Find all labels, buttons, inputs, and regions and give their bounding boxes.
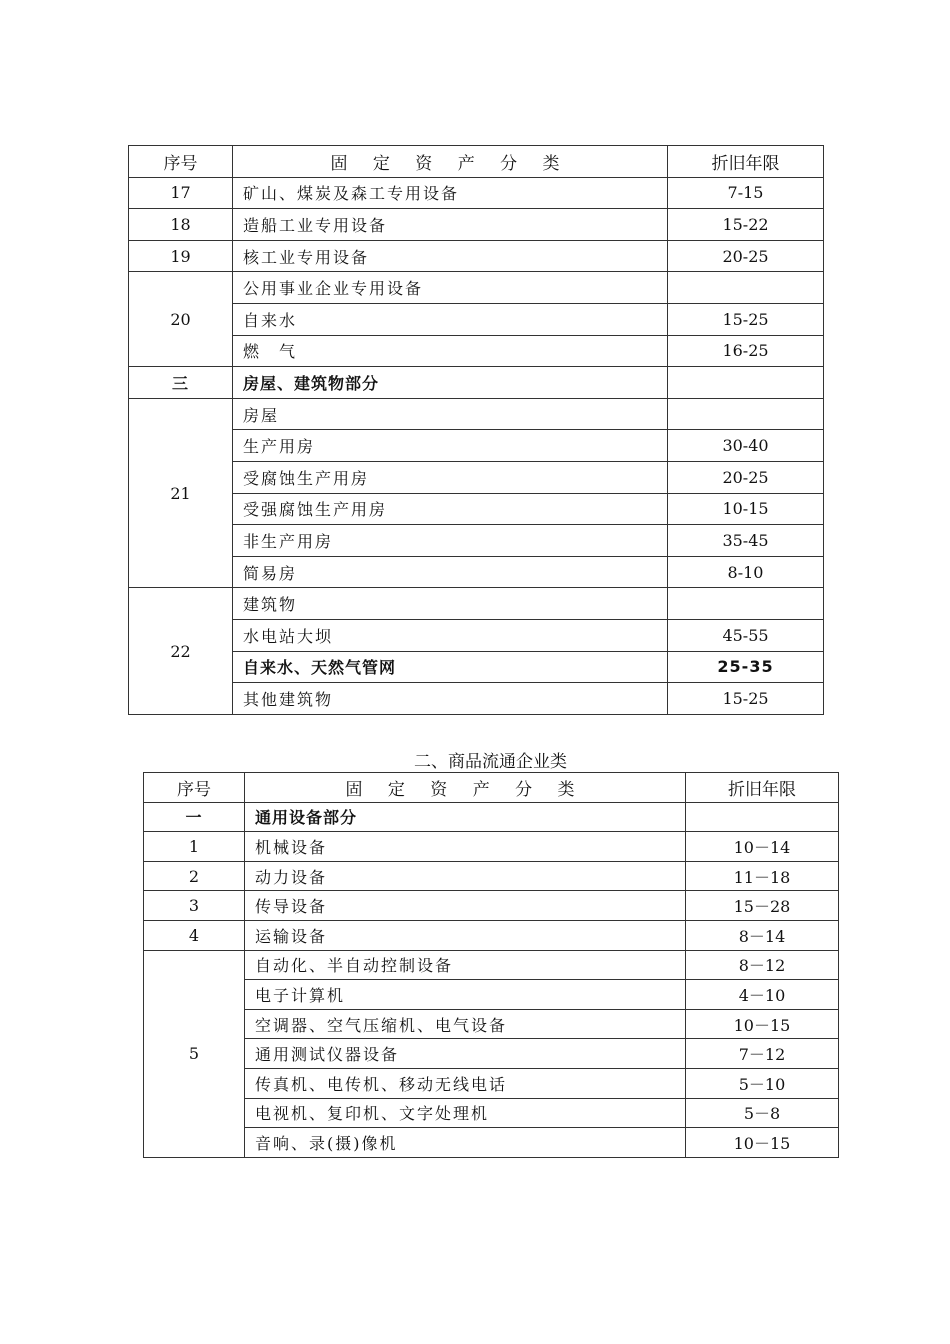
row-category: 简易房 [233, 556, 668, 588]
table-row [129, 556, 824, 588]
row-category: 电视机、复印机、文字处理机 [245, 1098, 686, 1128]
row-years: 5－10 [686, 1068, 839, 1098]
row-years: 11－18 [686, 861, 839, 891]
row-no: 18 [129, 209, 233, 241]
row-category: 空调器、空气压缩机、电气设备 [245, 1009, 686, 1039]
row-category: 通用测试仪器设备 [245, 1039, 686, 1069]
row-no: 22 [129, 588, 233, 714]
table-row [144, 920, 839, 950]
row-years [668, 272, 824, 304]
row-category: 生产用房 [233, 430, 668, 462]
table-row [144, 1039, 839, 1069]
row-no: 5 [144, 950, 245, 1157]
section-title: 房屋、建筑物部分 [233, 367, 668, 399]
table-row [129, 525, 824, 557]
section-no: 一 [144, 802, 245, 832]
table-row [129, 493, 824, 525]
header-category: 固 定 资 产 分 类 [245, 773, 686, 803]
table-row [129, 398, 824, 430]
row-years [668, 398, 824, 430]
header-years: 折旧年限 [668, 146, 824, 178]
row-category: 造船工业专用设备 [233, 209, 668, 241]
row-years [668, 367, 824, 399]
table-row [129, 430, 824, 462]
row-category: 公用事业企业专用设备 [233, 272, 668, 304]
table-row [129, 683, 824, 715]
row-years: 16-25 [668, 335, 824, 367]
row-years: 15-25 [668, 683, 824, 715]
row-years: 10－15 [686, 1009, 839, 1039]
row-category: 非生产用房 [233, 525, 668, 557]
row-category: 动力设备 [245, 861, 686, 891]
row-category: 受腐蚀生产用房 [233, 461, 668, 493]
row-category: 水电站大坝 [233, 619, 668, 651]
table-row [144, 832, 839, 862]
table-row [129, 461, 824, 493]
row-years [668, 588, 824, 620]
row-years: 10－15 [686, 1128, 839, 1158]
header-no: 序号 [144, 773, 245, 803]
table-row [129, 588, 824, 620]
row-years: 10-15 [668, 493, 824, 525]
row-category: 房屋 [233, 398, 668, 430]
row-category: 传导设备 [245, 891, 686, 921]
row-no: 1 [144, 832, 245, 862]
table-row [144, 1128, 839, 1158]
section-no: 三 [129, 367, 233, 399]
row-no: 21 [129, 398, 233, 588]
table-row [144, 861, 839, 891]
table-row [129, 209, 824, 241]
row-category: 建筑物 [233, 588, 668, 620]
row-category: 受强腐蚀生产用房 [233, 493, 668, 525]
table-row [129, 303, 824, 335]
section-title: 通用设备部分 [245, 802, 686, 832]
row-category: 自来水 [233, 303, 668, 335]
row-years: 15－28 [686, 891, 839, 921]
table-row [129, 177, 824, 209]
row-years: 8－12 [686, 950, 839, 980]
table-header-row [144, 773, 839, 803]
row-years: 15-22 [668, 209, 824, 241]
section-title: 二、商品流通企业类 [414, 752, 567, 772]
row-years: 7-15 [668, 177, 824, 209]
row-years: 8－14 [686, 920, 839, 950]
header-category: 固 定 资 产 分 类 [233, 146, 668, 178]
row-years: 20-25 [668, 240, 824, 272]
table-row [129, 240, 824, 272]
row-category: 运输设备 [245, 920, 686, 950]
table-header-row [129, 146, 824, 178]
row-years: 15-25 [668, 303, 824, 335]
row-years: 30-40 [668, 430, 824, 462]
table-row [129, 619, 824, 651]
row-no: 2 [144, 861, 245, 891]
row-category: 自动化、半自动控制设备 [245, 950, 686, 980]
table-section-row [144, 802, 839, 832]
row-years: 45-55 [668, 619, 824, 651]
row-years: 25-35 [668, 651, 824, 683]
row-no: 4 [144, 920, 245, 950]
table-row [144, 891, 839, 921]
table-row [129, 335, 824, 367]
row-years: 8-10 [668, 556, 824, 588]
row-years: 5－8 [686, 1098, 839, 1128]
depreciation-table-2 [143, 772, 839, 1158]
row-category: 音响、录(摄)像机 [245, 1128, 686, 1158]
row-no: 19 [129, 240, 233, 272]
row-category: 其他建筑物 [233, 683, 668, 715]
table-row [144, 1009, 839, 1039]
header-years: 折旧年限 [686, 773, 839, 803]
row-category: 电子计算机 [245, 980, 686, 1010]
depreciation-table-1 [128, 145, 824, 715]
row-years: 20-25 [668, 461, 824, 493]
row-category: 核工业专用设备 [233, 240, 668, 272]
row-no: 17 [129, 177, 233, 209]
row-years [686, 802, 839, 832]
row-years: 4－10 [686, 980, 839, 1010]
row-years: 7－12 [686, 1039, 839, 1069]
row-years: 35-45 [668, 525, 824, 557]
table-row [144, 1098, 839, 1128]
header-no: 序号 [129, 146, 233, 178]
table-row [129, 651, 824, 683]
table-row [144, 950, 839, 980]
table-row [144, 980, 839, 1010]
row-category: 燃 气 [233, 335, 668, 367]
row-category: 传真机、电传机、移动无线电话 [245, 1068, 686, 1098]
row-category: 自来水、天然气管网 [233, 651, 668, 683]
row-no: 3 [144, 891, 245, 921]
table-row [129, 272, 824, 304]
table-row [144, 1068, 839, 1098]
row-category: 矿山、煤炭及森工专用设备 [233, 177, 668, 209]
row-years: 10－14 [686, 832, 839, 862]
table-section-row [129, 367, 824, 399]
row-no: 20 [129, 272, 233, 367]
row-category: 机械设备 [245, 832, 686, 862]
